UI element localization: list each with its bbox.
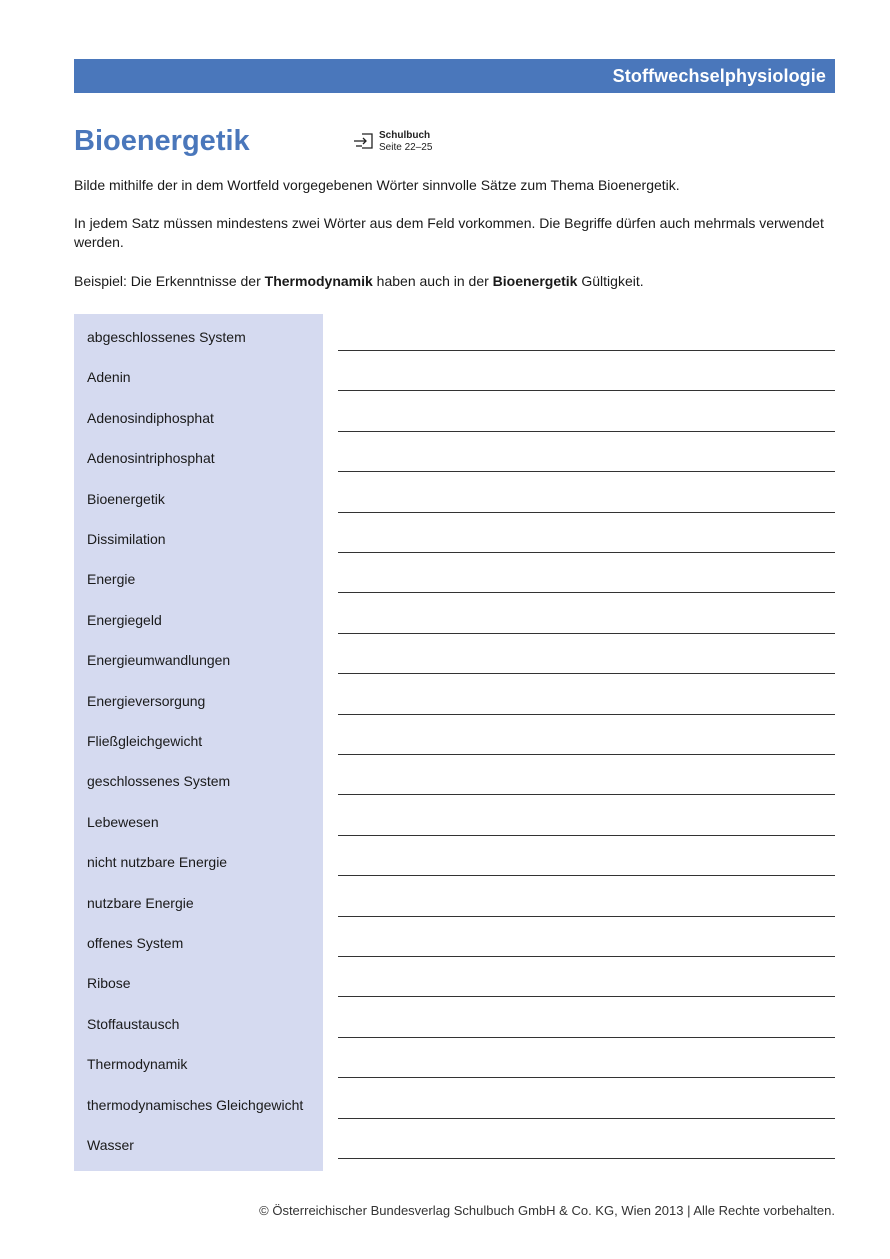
- word-field-item: geschlossenes System: [87, 773, 231, 790]
- word-field-item: Fließgleichgewicht: [87, 733, 203, 749]
- word-field-item: abgeschlossenes System: [87, 329, 246, 345]
- word-field-item: nutzbare Energie: [87, 894, 194, 911]
- answer-line[interactable]: [338, 1037, 835, 1038]
- book-reference-icon: [353, 132, 375, 150]
- example-term-thermodynamik: Thermodynamik: [264, 273, 373, 289]
- answer-line[interactable]: [338, 592, 835, 593]
- answer-line[interactable]: [338, 552, 835, 553]
- word-field-item: Dissimilation: [87, 531, 166, 547]
- answer-line[interactable]: [338, 1158, 835, 1159]
- answer-line[interactable]: [338, 875, 835, 876]
- answer-line[interactable]: [338, 835, 835, 836]
- word-field-item: Lebewesen: [87, 813, 159, 830]
- instruction-line-1: Bilde mithilfe der in dem Wortfeld vorgegebenen Wörter sinnvolle Sätze zum Thema Bioenergetik.: [74, 177, 680, 193]
- example-prefix: Beispiel: Die Erkenntnisse der: [74, 273, 265, 289]
- word-field-item: Ribose: [87, 975, 131, 992]
- word-field-item: Energieversorgung: [87, 692, 206, 709]
- word-field-item: Energie: [87, 571, 136, 588]
- instruction-line-2: In jedem Satz müssen mindestens zwei Wörter aus dem Feld vorkommen. Die Begriffe dürfen auch mehrmals verwendet werden.: [74, 215, 824, 250]
- word-field-item: Wasser: [87, 1137, 134, 1153]
- example-middle: haben auch in der: [372, 273, 493, 289]
- word-field-item: nicht nutzbare Energie: [87, 854, 228, 871]
- answer-line[interactable]: [338, 916, 835, 917]
- answer-line[interactable]: [338, 754, 835, 755]
- answer-line[interactable]: [338, 390, 835, 391]
- answer-line[interactable]: [338, 471, 835, 472]
- answer-line[interactable]: [338, 996, 835, 997]
- word-field: [74, 314, 323, 1171]
- section-header-bar: [74, 59, 835, 93]
- word-field-item: Adenosindiphosphat: [87, 409, 214, 426]
- answer-line[interactable]: [338, 714, 835, 715]
- answer-line[interactable]: [338, 673, 835, 674]
- copyright-footer: © Österreichischer Bundesverlag Schulbuch GmbH & Co. KG, Wien 2013 | Alle Rechte vorbehalten.: [259, 1203, 835, 1218]
- word-field-item: Stoffaustausch: [87, 1015, 180, 1032]
- textbook-reference: [353, 130, 432, 154]
- answer-line[interactable]: [338, 1118, 835, 1119]
- page-title: Bioenergetik: [74, 125, 250, 157]
- word-field-item: Bioenergetik: [87, 490, 165, 507]
- word-field-item: Energiegeld: [87, 611, 162, 628]
- word-field-item: thermodynamisches Gleichgewicht: [87, 1096, 304, 1113]
- example-suffix: Gültigkeit.: [577, 273, 644, 289]
- book-reference-label: Schulbuch: [379, 130, 431, 141]
- answer-line[interactable]: [338, 350, 835, 351]
- word-field-item: Thermodynamik: [87, 1056, 188, 1073]
- word-field-item: offenes System: [87, 935, 184, 951]
- section-title: Stoffwechselphysiologie: [612, 65, 826, 86]
- word-field-item: Adenin: [87, 369, 131, 386]
- book-reference-pages: Seite 22–25: [379, 142, 433, 153]
- word-field-item: Energieumwandlungen: [87, 652, 231, 669]
- answer-line[interactable]: [338, 1077, 835, 1078]
- example-sentence: [74, 272, 836, 291]
- answer-line[interactable]: [338, 512, 835, 513]
- answer-line[interactable]: [338, 431, 835, 432]
- example-term-bioenergetik: Bioenergetik: [492, 273, 578, 289]
- answer-line[interactable]: [338, 956, 835, 957]
- answer-line[interactable]: [338, 794, 835, 795]
- answer-line[interactable]: [338, 633, 835, 634]
- word-field-item: Adenosintriphosphat: [87, 450, 215, 467]
